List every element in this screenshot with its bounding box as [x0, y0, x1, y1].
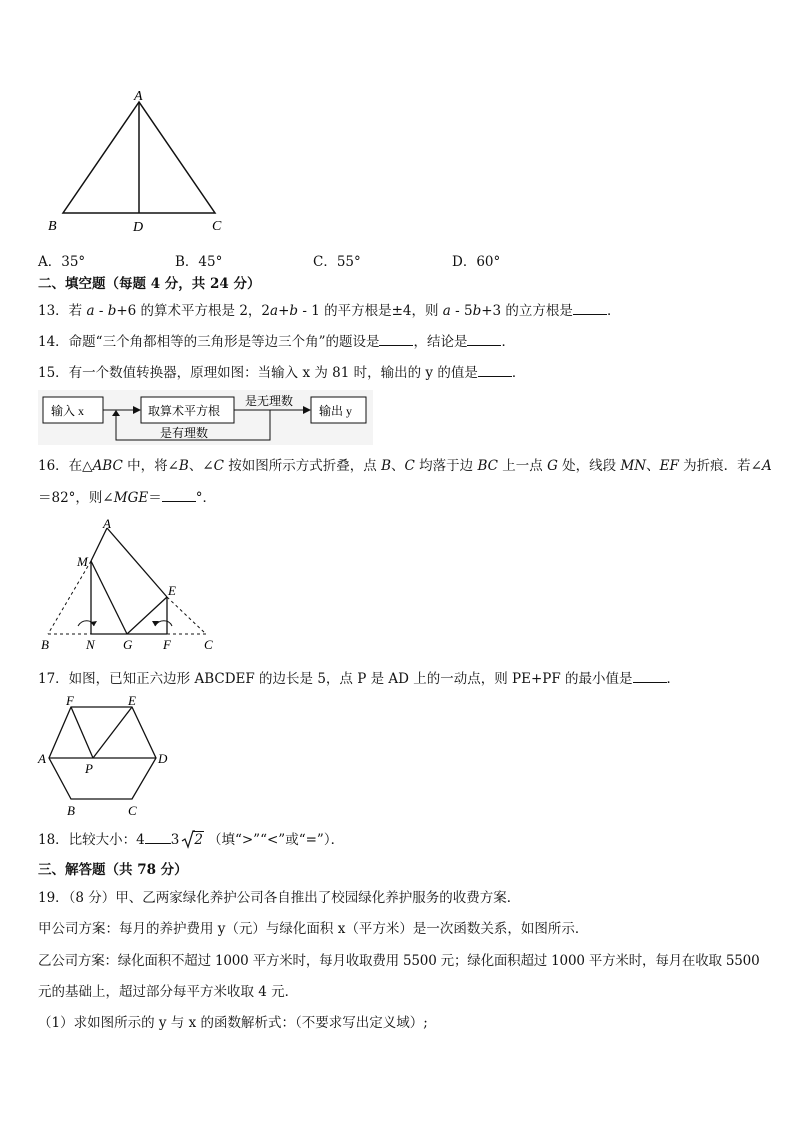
question-19-line3: 乙公司方案：绿化面积不超过 1000 平方米时，每月收取费用 5500 元；绿化面积超过 1000 平方米时，每月在收取 5500: [38, 953, 760, 969]
label-c: C: [204, 637, 213, 652]
label-m: M: [77, 554, 88, 569]
question-16-line1: 16．在△ABC 中，将∠B、∠C 按如图所示方式折叠，点 B、C 均落于边 BC 上一点 G 处，线段 MN、EF 为折痕．若∠A: [38, 458, 772, 474]
dashed-mb: [48, 561, 91, 634]
question-18: 18．比较大小：4 3 2 （填“>”“<”或“=”）．: [38, 832, 345, 848]
question-14: 14．命题“三个角都相等的三角形是等边三个角”的题设是 ，结论是 ．: [38, 334, 515, 350]
q14-conclusion-blank: [467, 333, 501, 346]
input-label: 输入 x: [51, 404, 85, 418]
question-16-line2: ＝82°，则∠MGE＝ °．: [38, 490, 216, 506]
q12-option-a: A．35°: [38, 254, 86, 270]
label-c: C: [212, 219, 222, 234]
label-f: F: [66, 693, 74, 708]
segment-ep: [93, 707, 132, 758]
question-17: 17．如图，已知正六边形 ABCDEF 的边长是 5，点 P 是 AD 上的一动点，则 PE+PF 的最小值是 ．: [38, 671, 681, 687]
question-19-line1: 19．（8 分）甲、乙两家绿化养护公司各自推出了校园绿化养护服务的收费方案．: [38, 890, 521, 906]
q17-hexagon-figure: [36, 693, 176, 821]
irrational-label: 是无理数: [245, 394, 294, 408]
label-b: B: [67, 803, 75, 818]
segment-eg: [127, 597, 167, 634]
q15-answer-blank: [478, 364, 512, 377]
dashed-ec: [167, 597, 206, 634]
q13-answer-blank: [573, 302, 607, 315]
q16-answer-blank: [162, 489, 196, 502]
q12-option-c: C．55°: [313, 254, 361, 270]
label-g: G: [123, 637, 133, 652]
label-b: B: [41, 637, 49, 652]
label-d: D: [158, 751, 168, 766]
label-e: E: [128, 693, 136, 708]
label-n: N: [86, 637, 95, 652]
label-f: F: [163, 637, 171, 652]
label-e: E: [168, 583, 176, 598]
q17-answer-blank: [633, 670, 667, 683]
segment-mg: [91, 561, 127, 634]
rational-label: 是有理数: [160, 426, 209, 440]
q18-answer-blank: [145, 831, 171, 844]
label-b: B: [48, 219, 57, 234]
label-d: D: [133, 220, 144, 235]
q12-option-b: B．45°: [175, 254, 223, 270]
question-15: 15．有一个数值转换器，原理如图：当输入 x 为 81 时，输出的 y 的值是 ．: [38, 365, 526, 381]
question-19-line5: （1）求如图所示的 y 与 x 的函数解析式：（不要求写出定义域）;: [38, 1015, 428, 1031]
segment-fp: [71, 707, 93, 758]
q15-flow-diagram: [38, 390, 373, 445]
segment-ae: [107, 528, 167, 597]
label-p: P: [85, 761, 93, 776]
process-label: 取算术平方根: [148, 404, 221, 418]
section2-title: 二、填空题（每题 4 分，共 24 分）: [38, 276, 261, 292]
q12-triangle-figure: [40, 85, 240, 235]
sqrt-icon: [181, 830, 195, 849]
q14-hypothesis-blank: [379, 333, 413, 346]
label-a: A: [134, 89, 143, 104]
section3-title: 三、解答题（共 78 分）: [38, 862, 188, 878]
question-19-line4: 元的基础上，超过部分每平方米收取 4 元．: [38, 984, 299, 1000]
sqrt-expression: 2: [181, 831, 204, 849]
question-13: 13．若 a - b+6 的算术平方根是 2，2a+b - 1 的平方根是±4，则 a - 5b+3 的立方根是 ．: [38, 303, 621, 319]
label-a: A: [103, 518, 111, 531]
segment-am: [91, 528, 107, 561]
hexagon-abcdef: [49, 707, 156, 799]
question-19-line2: 甲公司方案：每月的养护费用 y（元）与绿化面积 x（平方米）是一次函数关系，如图所示．: [38, 921, 589, 937]
q16-folding-figure: [38, 518, 228, 653]
q12-option-d: D．60°: [452, 254, 501, 270]
output-label: 输出 y: [319, 404, 353, 418]
label-a: A: [38, 751, 46, 766]
label-c: C: [128, 803, 137, 818]
